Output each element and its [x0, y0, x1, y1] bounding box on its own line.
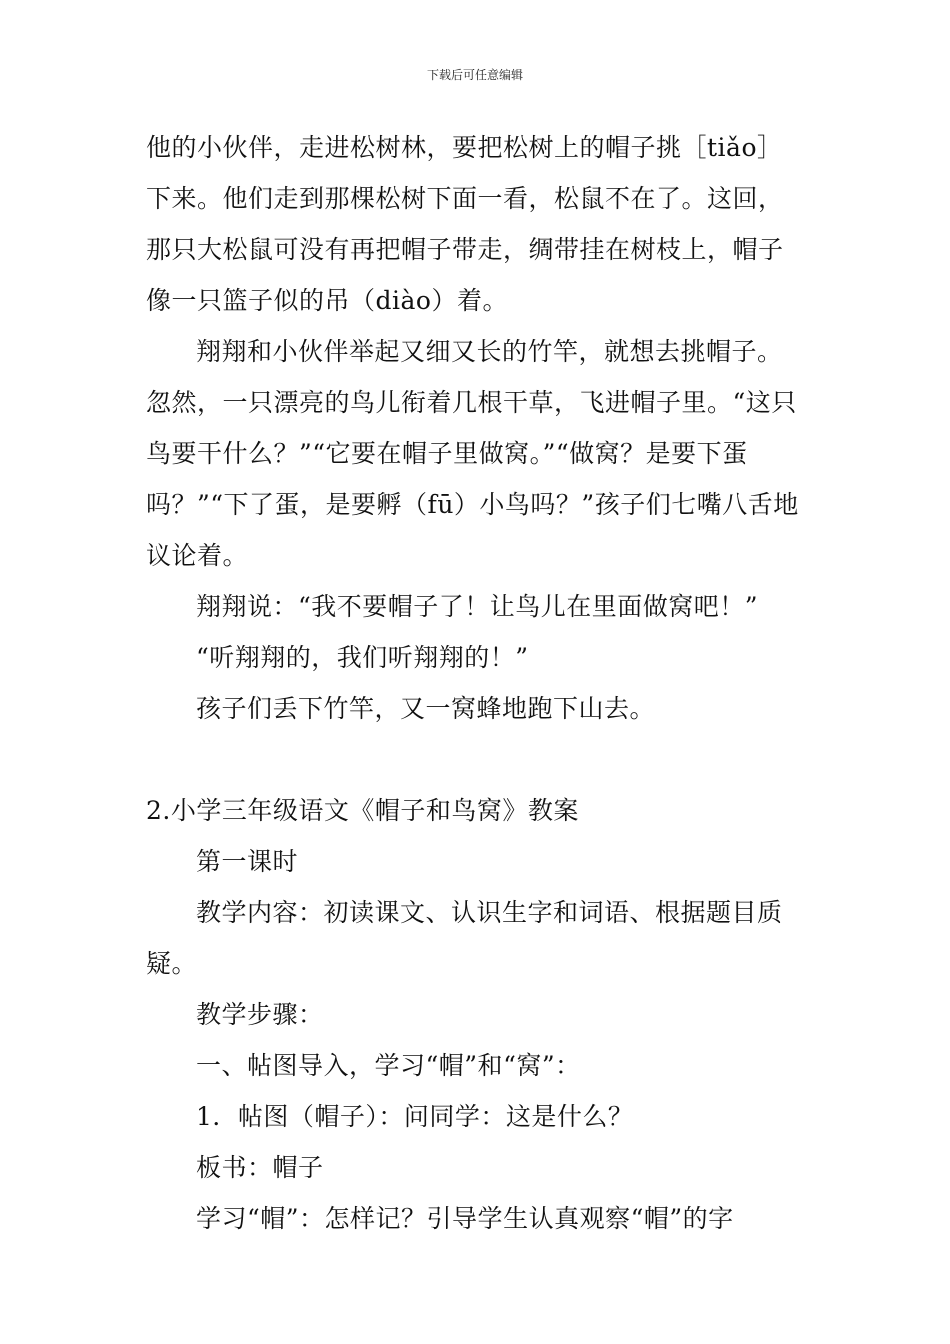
story-paragraph-4: “听翔翔的，我们听翔翔的！” [196, 643, 529, 672]
section-spacer [146, 734, 806, 785]
lesson-learn: 学习“帽”：怎样记？引导学生认真观察“帽”的字 [196, 1204, 734, 1233]
lesson-content: 教学内容：初读课文、认识生字和词语、根据题目质疑。 [146, 898, 783, 978]
page-header: 下载后可任意编辑 [426, 68, 523, 82]
lesson-board: 板书：帽子 [196, 1153, 324, 1182]
story-paragraph-3: 翔翔说：“我不要帽子了！让鸟儿在里面做窝吧！” [196, 592, 759, 621]
document-body [146, 122, 806, 1244]
lesson-steps-label: 教学步骤： [196, 1000, 324, 1029]
lesson-title: 2.小学三年级语文《帽子和鸟窝》教案 [146, 796, 579, 825]
story-paragraph-1: 他的小伙伴，走进松树林，要把松树上的帽子挑［tiǎo］下来。他们走到那棵松树下面一看，松鼠不在了。这回，那只大松鼠可没有再把帽子带走，绸带挂在树枝上，帽子像一只篮子似的吊（diào）着。 [146, 133, 784, 315]
lesson-step-1-1: 1．帖图（帽子）：问同学：这是什么？ [196, 1102, 634, 1131]
lesson-period: 第一课时 [196, 847, 299, 876]
story-paragraph-2: 翔翔和小伙伴举起又细又长的竹竿，就想去挑帽子。忽然，一只漂亮的鸟儿衔着几根干草，飞进帽子里。“这只鸟要干什么？”“它要在帽子里做窝。”“做窝？是要下蛋吗？”“下了蛋，是要孵（fū）小鸟吗？”孩子们七嘴八舌地议论着。 [146, 337, 799, 570]
lesson-step-1: 一、帖图导入，学习“帽”和“窝”： [196, 1051, 581, 1080]
story-paragraph-5: 孩子们丢下竹竿，又一窝蜂地跑下山去。 [196, 694, 656, 723]
